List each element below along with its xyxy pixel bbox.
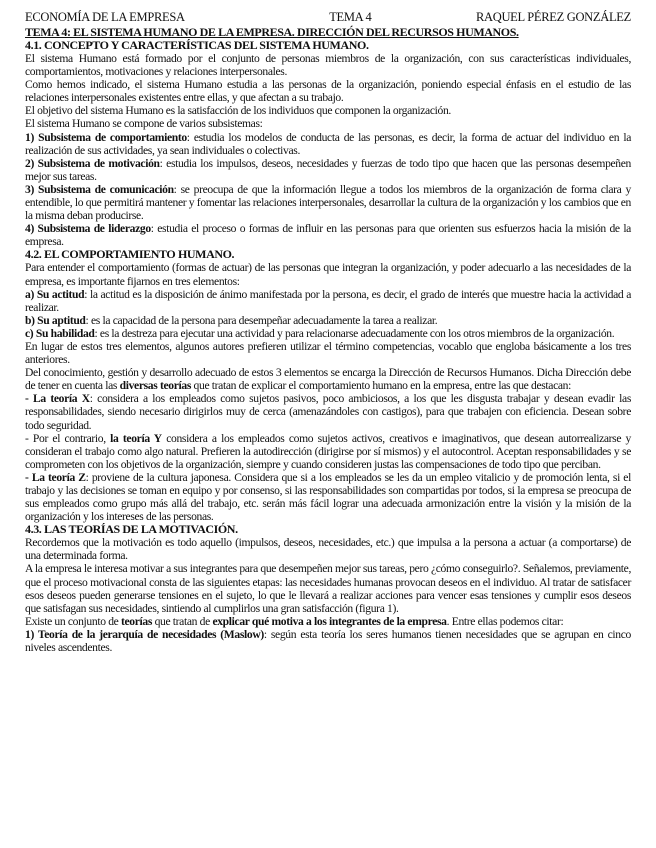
- element-item: [25, 314, 631, 327]
- page-header: [25, 10, 631, 24]
- paragraph: En lugar de estos tres elementos, algunos autores prefieren utilizar el término competencias, vocablo que engloba básicamente a los tres anteriores.: [25, 339, 631, 367]
- paragraph: El objetivo del sistema Humano es la satisfacción de los individuos que componen la organización.: [25, 104, 451, 118]
- section-heading-4-1: 4.1. CONCEPTO Y CARACTERÍSTICAS DEL SISTEMA HUMANO.: [25, 38, 369, 52]
- paragraph: Como hemos indicado, el sistema Humano estudia a las personas de la organización, poniendo especial énfasis en el estudio de las relaciones interpersonales existentes entre ellas, y que afectan a su trabajo.: [25, 78, 631, 105]
- header-subject: ECONOMÍA DE LA EMPRESA: [25, 10, 185, 24]
- subsystem-text: : estudia los modelos de conducta de las personas, es decir, la forma de actuar del individuo en la realización de sus actividades, ya sean individuales o colectivas.: [25, 130, 631, 157]
- text-run: . Entre ellas podemos citar:: [446, 614, 564, 628]
- element-text: : es la destreza para ejecutar una actividad y para relacionarse adecuadamente con los otros miembros de la organización.: [94, 326, 615, 340]
- subsystem-item: [25, 131, 631, 157]
- theory-item: [25, 432, 631, 471]
- element-text: : es la capacidad de la persona para desempeñar adecuadamente la tarea a realizar.: [85, 313, 438, 327]
- theory-text: : proviene de la cultura japonesa. Considera que si a los empleados se les da un empleo vitalicio y de promoción lenta, si el trabajo y las decisiones se toman en equipo y por consenso, si las responsabilidades son compartidas por todos, si la empresa se preocupa de sus empleados como grupo más allá del trabajo, etc. serán más fácil lograr una adecuada armonización entre la visión y la misión de la organización y los intereses de las personas.: [25, 470, 631, 524]
- element-label: c) Su habilidad: [25, 326, 95, 340]
- paragraph: Para entender el comportamiento (formas de actuar) de las personas que integran la organización, y poder adecuarlo a las necesidades de la empresa, es importante fijarnos en tres elementos:: [25, 261, 631, 288]
- paragraph: El sistema Humano se compone de varios subsistemas:: [25, 117, 263, 131]
- theory-label: 1) Teoría de la jerarquía de necesidades (Maslow): [25, 627, 264, 641]
- theory-item: [25, 628, 631, 654]
- theory-item: [25, 471, 631, 523]
- element-label: b) Su aptitud: [25, 313, 86, 327]
- header-topic: TEMA 4: [329, 10, 372, 24]
- subsystem-label: 1) Subsistema de comportamiento: [25, 130, 187, 144]
- theory-text: : según esta teoría los seres humanos tienen necesidades que se agrupan en cinco niveles ascendentes.: [25, 627, 631, 655]
- emphasis: diversas teorías: [119, 379, 191, 393]
- text-run: Del conocimiento, gestión y desarrollo adecuado de estos 3 elementos se encarga la Dirección de Recursos Humanos. Dicha Dirección debe de tener en cuenta las: [25, 366, 631, 393]
- element-label: a) Su actitud: [25, 287, 85, 301]
- header-author: RAQUEL PÉREZ GONZÁLEZ: [475, 10, 631, 24]
- text-run: que tratan de: [152, 614, 213, 628]
- subsystem-label: 4) Subsistema de liderazgo: [25, 222, 151, 236]
- paragraph: [25, 615, 631, 628]
- section-heading-4-3: 4.3. LAS TEORÍAS DE LA MOTIVACIÓN.: [25, 522, 238, 537]
- paragraph: El sistema Humano está formado por el conjunto de personas miembros de la organización, con sus características individuales, comportamientos, motivaciones y relaciones interpersonales.: [25, 52, 631, 79]
- document-title: TEMA 4: EL SISTEMA HUMANO DE LA EMPRESA. DIRECCIÓN DEL RECURSOS HUMANOS.: [25, 25, 519, 39]
- paragraph: Recordemos que la motivación es todo aquello (impulsos, deseos, necesidades, etc.) que impulsa a la persona a actuar (a comportarse) de una determinada forma.: [25, 536, 631, 563]
- emphasis: teorías: [120, 614, 153, 628]
- element-text: : la actitud es la disposición de ánimo manifestada por la persona, es decir, el grado de interés que muestre hacia la actividad a realizar.: [25, 287, 632, 314]
- theory-item: [25, 392, 631, 431]
- theory-label: - La teoría X: [25, 392, 90, 406]
- subsystem-item: [25, 157, 631, 183]
- emphasis: explicar qué motiva a los integrantes de la empresa: [212, 614, 447, 628]
- section-heading-4-2: 4.2. EL COMPORTAMIENTO HUMANO.: [25, 247, 235, 262]
- element-item: [25, 288, 631, 314]
- subsystem-text: : estudia los impulsos, deseos, necesidades y fuerzas de todo tipo que hacen que las personas desempeñen mejor sus tareas.: [25, 156, 631, 183]
- text-run: que tratan de explicar el comportamiento humano en la empresa, entre las que destacan:: [191, 379, 571, 393]
- paragraph: A la empresa le interesa motivar a sus integrantes para que desempeñen mejor sus tareas, pero ¿cómo conseguirlo?. Señalemos, previamente, que el proceso motivacional consta de las siguientes etapas: las necesidades humanas provocan deseos en el individuo. Al tratar de satisfacer esos deseos pueden generarse tensiones en el sujeto, lo que le llevará a realizar acciones para vencer esas tensiones y cumplir esos deseos que satisfagan sus necesidades, sintiendo al cumplirlos una gran satisfacción (figura 1).: [25, 562, 631, 615]
- subsystem-item: [25, 222, 631, 248]
- subsystem-label: 3) Subsistema de comunicación: [25, 182, 174, 196]
- theory-text: considera a los empleados como sujetos activos, creativos e imaginativos, que desean autorrealizarse y consideran el trabajo como algo natural. Prefieren la autodirección (dirigirse por sí mismos) y el autocontrol. Aceptan responsabilidades y se comprometen con los objetivos de la organización, siempre y cuando consideren justas las compensaciones de todo tipo que perciban.: [25, 431, 632, 471]
- text-run: Existe un conjunto de: [25, 614, 121, 628]
- theory-label: la teoría Y: [110, 431, 162, 445]
- subsystem-text: : estudia el proceso o formas de influir en las personas para que orienten sus esfuerzos hacia la misión de la empresa.: [25, 222, 631, 249]
- subsystem-label: 2) Subsistema de motivación: [25, 156, 160, 170]
- subsystem-item: [25, 183, 631, 222]
- theory-text: : considera a los empleados como sujetos pasivos, poco ambiciosos, a los que les disgusta trabajar y desean evadir las responsabilidades, siendo necesario dirigirlos muy de cerca (amenazándoles con castigos), para que trabajen con eficiencia. Desean sobre todo seguridad.: [25, 392, 631, 432]
- theory-label: - La teoría Z: [25, 470, 86, 484]
- paragraph: [25, 366, 631, 392]
- text-run: - Por el contrario,: [25, 431, 111, 445]
- subsystem-text: : se preocupa de que la información llegue a todos los miembros de la organización de forma clara y entendible, lo que permitirá mantener y fomentar las relaciones interpersonales, desarrollar la cultura de la organización y los cambios que en la misma deban producirse.: [25, 182, 631, 223]
- element-item: [25, 327, 631, 340]
